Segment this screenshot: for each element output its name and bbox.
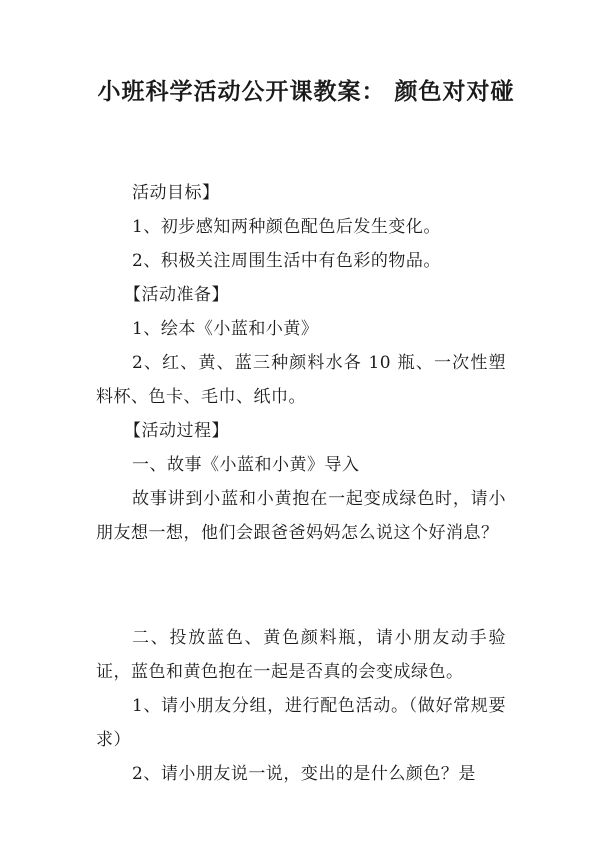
process-step-2-item-1: 1、请小朋友分组，进行配色活动。（做好常规要求） xyxy=(96,696,506,750)
preparation-item-1: 1、绘本《小蓝和小黄》 xyxy=(132,319,319,339)
goal-item-1: 1、初步感知两种颜色配色后发生变化。 xyxy=(132,217,441,237)
section-heading-preparation: 【活动准备】 xyxy=(124,285,229,305)
section-heading-process: 【活动过程】 xyxy=(124,421,229,441)
process-step-2-heading: 二、投放蓝色、黄色颜料瓶，请小朋友动手验证，蓝色和黄色抱在一起是否真的会变成绿色。 xyxy=(96,628,506,682)
goal-item-2: 2、积极关注周围生活中有色彩的物品。 xyxy=(132,251,441,271)
section-heading-goals: 活动目标】 xyxy=(132,183,220,203)
document-title: 小班科学活动公开课教案： 颜色对对碰 xyxy=(97,79,515,105)
process-step-2-item-2: 2、请小朋友说一说，变出的是什么颜色？是 xyxy=(132,764,476,784)
process-step-1-heading: 一、故事《小蓝和小黄》导入 xyxy=(132,455,360,475)
preparation-item-2: 2、红、黄、蓝三种颜料水各 10 瓶、一次性塑料杯、色卡、毛巾、纸巾。 xyxy=(96,353,506,407)
process-step-1-text: 故事讲到小蓝和小黄抱在一起变成绿色时，请小朋友想一想，他们会跟爸爸妈妈怎么说这个好消息？ xyxy=(96,489,506,543)
